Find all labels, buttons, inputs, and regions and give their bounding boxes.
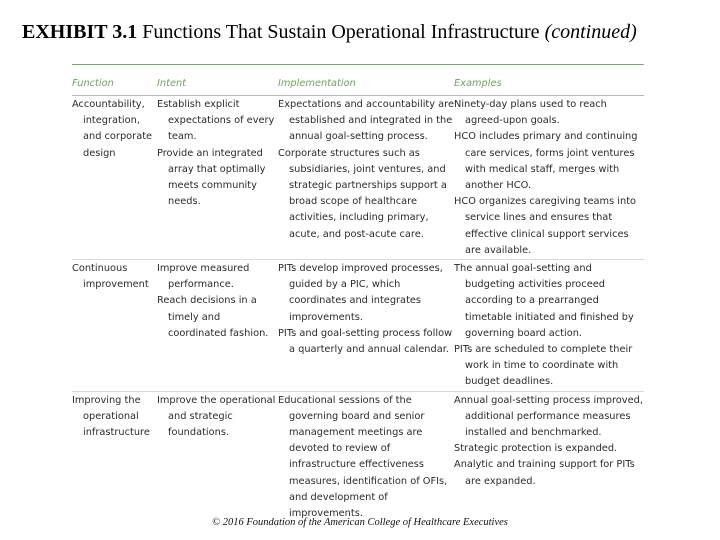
functions-table	[72, 64, 644, 522]
example-entry: Analytic and training support for PITs are expanded.	[454, 459, 635, 487]
function-text: Improving the operational infrastructure	[72, 394, 150, 439]
table-row	[72, 391, 644, 523]
example-entry: HCO includes primary and continuing care services, forms joint ventures with medical staff, merges with another HCO.	[454, 131, 638, 192]
table-header-row	[72, 76, 644, 92]
examples-cell	[454, 261, 644, 391]
function-cell	[72, 393, 157, 523]
table-row	[72, 95, 644, 259]
implementation-cell	[278, 261, 454, 391]
example-entry: Strategic protection is expanded.	[454, 443, 618, 455]
intent-entry: Improve measured performance.	[157, 263, 250, 291]
examples-cell	[454, 393, 644, 523]
exhibit-title	[22, 20, 712, 44]
exhibit-continued: (continued)	[544, 21, 637, 43]
example-entry: PITs are scheduled to complete their work in time to coordinate with budget deadlines.	[454, 344, 633, 388]
exhibit-title-text: Functions That Sustain Operational Infrastructure	[142, 21, 540, 43]
table-row	[72, 259, 644, 391]
example-entry: HCO organizes caregiving teams into service lines and ensures that effective clinical support services are available.	[454, 196, 637, 256]
implementation-entry: PITs develop improved processes, guided by a PIC, which coordinates and integrates improvements.	[278, 263, 443, 323]
implementation-entry: Expectations and accountability are established and integrated in the annual goal-setting process.	[278, 99, 455, 143]
intent-cell	[157, 393, 278, 523]
intent-entry: Reach decisions in a timely and coordinated fashion.	[157, 295, 269, 339]
implementation-entry: Corporate structures such as subsidiaries, joint ventures, and strategic partnerships support a broad scope of healthcare activities, including primary, acute, and post-acute care.	[278, 147, 447, 240]
implementation-entry: PITs and goal-setting process follow a quarterly and annual calendar.	[278, 327, 453, 356]
copyright-footer: © 2016 Foundation of the American College of Healthcare Executives	[212, 517, 508, 528]
function-text: Continuous improvement	[72, 263, 149, 291]
example-entry: The annual goal-setting and budgeting activities proceed according to a prearranged timetable initiated and finished by governing board action.	[454, 263, 634, 339]
example-entry: Ninety-day plans used to reach agreed-upon goals.	[454, 99, 607, 127]
intent-entry: Provide an integrated array that optimally meets community needs.	[157, 147, 266, 208]
function-cell	[72, 261, 157, 391]
function-text: Accountability, integration, and corporate design	[72, 99, 153, 159]
intent-entry: Improve the operational and strategic foundations.	[157, 394, 276, 439]
header-intent: Intent	[157, 78, 187, 89]
intent-cell	[157, 261, 278, 391]
implementation-cell	[278, 97, 454, 259]
intent-entry: Establish explicit expectations of every team.	[157, 99, 275, 143]
exhibit-label: EXHIBIT 3.1	[22, 21, 138, 43]
header-implementation: Implementation	[278, 78, 356, 89]
header-examples: Examples	[454, 78, 502, 89]
implementation-entry: Educational sessions of the governing board and senior management meetings are devoted to review of infrastructure effectiveness measures, identification of OFIs, and development of improvements.	[278, 394, 448, 520]
implementation-cell	[278, 393, 454, 523]
header-function: Function	[72, 78, 114, 89]
intent-cell	[157, 97, 278, 259]
function-cell	[72, 97, 157, 259]
examples-cell	[454, 97, 644, 259]
example-entry: Annual goal-setting process improved, additional performance measures installed and benchmarked.	[454, 394, 643, 439]
top-rule	[72, 64, 644, 65]
